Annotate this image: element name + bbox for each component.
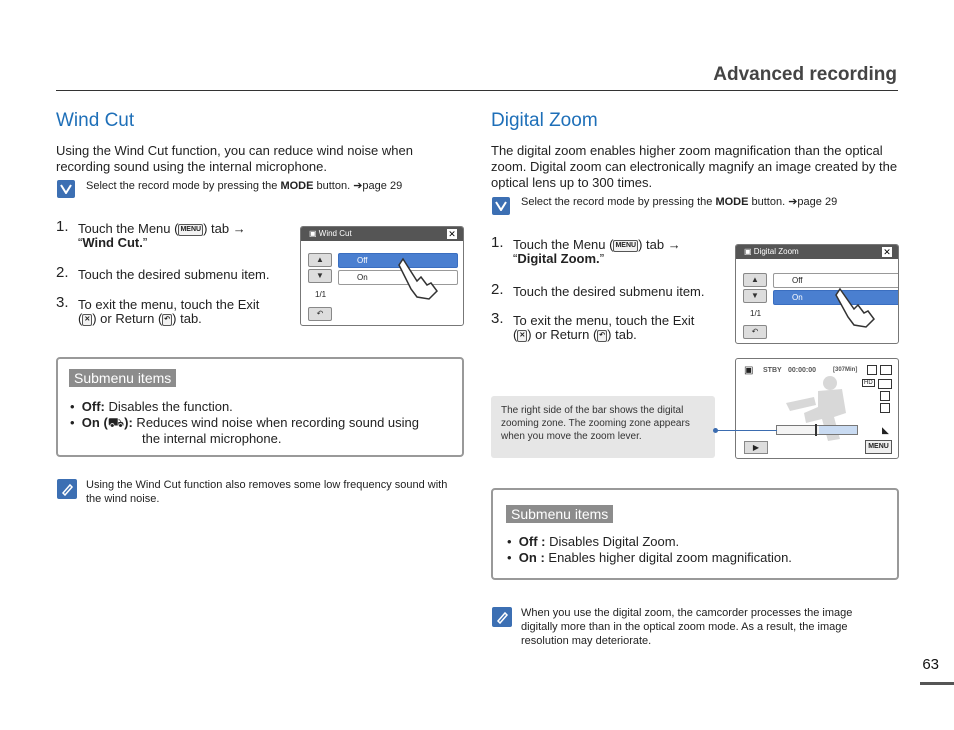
mode-note-bold: MODE — [280, 180, 314, 192]
memo-pencil-icon — [57, 479, 77, 499]
step-text: ) or Return ( — [527, 327, 598, 342]
zoom-position-marker — [815, 424, 817, 436]
resolution-icon — [878, 379, 892, 389]
step-number: 1. — [56, 218, 69, 235]
digital-zoom-step-1 — [491, 234, 726, 268]
camera-mode-icon: ▣ — [744, 365, 754, 376]
close-icon[interactable]: ✕ — [883, 247, 891, 257]
step-text: Touch the Menu ( — [513, 237, 614, 252]
touch-hand-icon — [393, 255, 443, 301]
timecode: 00:00:00 — [788, 367, 817, 374]
step-text: ) tab. — [607, 327, 637, 342]
item-text: the internal microphone. — [142, 431, 282, 446]
stabilizer-icon — [880, 391, 890, 401]
digital-zoom-submenu-box — [491, 488, 899, 580]
step-text: ( — [78, 311, 83, 326]
return-button[interactable]: ↶ — [743, 325, 767, 339]
submenu-tag: Submenu items — [506, 505, 613, 523]
checkmark-note-icon — [492, 197, 510, 215]
page-header-title: Advanced recording — [713, 64, 897, 85]
submenu-item-off: • Off: Disables the function. — [70, 399, 233, 414]
playback-button[interactable]: ▶ — [744, 441, 768, 454]
step-text: ” — [599, 251, 605, 266]
callout-leader-dot — [713, 428, 718, 433]
item-label: Off: — [81, 399, 105, 414]
item-text: Enables higher digital zoom magnification. — [544, 550, 792, 565]
step-menu-name: Wind Cut. — [82, 235, 143, 250]
step-number: 2. — [491, 281, 504, 298]
tele-icon: ◣ — [882, 425, 889, 435]
screen-title-bar — [301, 227, 463, 241]
mode-note-page-ref: button. ➔page 29 — [748, 196, 838, 208]
menu-button-icon: MENU — [613, 240, 638, 252]
camera-icon: ▣ — [744, 247, 754, 256]
wind-cut-menu-screen — [300, 226, 464, 326]
wind-cut-mode-note — [86, 179, 456, 193]
step-text: ” — [142, 235, 148, 250]
screen-title-bar — [736, 245, 898, 259]
zoom-lcd-screen — [735, 358, 899, 459]
callout-leader-line — [715, 430, 777, 431]
exit-x-icon: ✕ — [82, 314, 92, 326]
scroll-down-button[interactable]: ▼ — [308, 269, 332, 283]
step-text: To exit the menu, touch the Exit — [513, 313, 695, 328]
wind-cut-step-1 — [56, 218, 291, 252]
item-label: Off : — [518, 534, 546, 549]
item-text: Disables the function. — [104, 399, 233, 414]
page-indicator: 1/1 — [315, 290, 327, 299]
wind-cut-intro: Using the Wind Cut function, you can reduce wind noise when recording sound using the internal microphone. — [56, 143, 413, 174]
card-icon — [867, 365, 877, 375]
step-number: 3. — [491, 310, 504, 327]
quality-icon: HD — [864, 380, 873, 386]
step-text: “ — [513, 251, 518, 266]
item-text: Reduces wind noise when recording sound using — [132, 415, 419, 430]
step-text: ) tab → — [638, 237, 681, 252]
menu-button-icon: MENU — [178, 224, 203, 236]
face-detect-icon — [880, 403, 890, 413]
step-text: Touch the Menu ( — [78, 221, 179, 236]
digital-zoom-mode-note — [521, 195, 891, 209]
step-number: 1. — [491, 234, 504, 251]
scroll-up-button[interactable]: ▲ — [743, 273, 767, 287]
scroll-up-button[interactable]: ▲ — [308, 253, 332, 267]
menu-button[interactable]: MENU — [865, 440, 892, 454]
page-number-bar — [920, 682, 954, 685]
wind-cut-step-3 — [56, 294, 291, 328]
digital-zoom-menu-screen — [735, 244, 899, 344]
submenu-item-on: • On (⛟): Reduces wind noise when recording sound using the internal microphone. — [70, 415, 419, 446]
item-label: On ( — [81, 415, 108, 430]
digital-zoom-step-3 — [491, 310, 726, 344]
step-text: To exit the menu, touch the Exit — [78, 297, 260, 312]
submenu-item-on: • On : Enables higher digital zoom magnification. — [507, 550, 792, 565]
exit-x-icon: ✕ — [517, 330, 527, 342]
return-button[interactable]: ↶ — [308, 307, 332, 321]
mode-note-text: Select the record mode by pressing the — [86, 180, 281, 192]
wind-cut-submenu-box — [56, 357, 464, 457]
digital-zoom-step-2 — [491, 281, 726, 301]
digital-zoom-memo: When you use the digital zoom, the camcorder processes the image digitally more than in the optical zoom mode. As a result, the image resolution may deteriorate. — [521, 607, 853, 647]
page-number: 63 — [922, 656, 939, 673]
mode-note-page-ref: button. ➔page 29 — [313, 180, 403, 192]
battery-icon — [880, 365, 892, 375]
mode-note-bold: MODE — [715, 196, 749, 208]
submenu-tag: Submenu items — [69, 369, 176, 387]
memo-pencil-icon — [492, 607, 512, 627]
option-label: On — [792, 293, 803, 302]
step-text: ) tab → — [203, 221, 246, 236]
item-label: On : — [518, 550, 545, 565]
step-text: “ — [78, 235, 83, 250]
scroll-down-button[interactable]: ▼ — [743, 289, 767, 303]
step-text: ( — [513, 327, 518, 342]
camera-icon: ▣ — [309, 229, 319, 238]
step-text: Touch the desired submenu item. — [78, 267, 270, 282]
option-label: Off — [792, 276, 803, 285]
zoom-bar[interactable] — [776, 425, 858, 435]
zoom-bar-callout: The right side of the bar shows the digital zooming zone. The zooming zone appears when you move the zoom lever. — [491, 396, 715, 458]
step-text: ) or Return ( — [92, 311, 163, 326]
digital-zoom-intro: The digital zoom enables higher zoom magnification than the optical zoom. Digital zoom can electronically magnify an image created by the optical lens up to 300 times. — [491, 143, 898, 190]
step-number: 3. — [56, 294, 69, 311]
step-text: Touch the desired submenu item. — [513, 284, 705, 299]
checkmark-note-icon — [57, 180, 75, 198]
header-divider — [56, 90, 898, 91]
wind-cut-memo: Using the Wind Cut function also removes some low frequency sound with the wind noise. — [86, 479, 448, 505]
step-text: ) tab. — [172, 311, 202, 326]
digital-zoom-zone — [819, 426, 857, 434]
item-text: Disables Digital Zoom. — [545, 534, 680, 549]
item-label: ): — [124, 415, 133, 430]
option-label: On — [357, 273, 368, 282]
mode-note-text: Select the record mode by pressing the — [521, 196, 716, 208]
wind-cut-title: Wind Cut — [56, 110, 135, 131]
remaining-time: [307Min] — [833, 367, 858, 373]
page-indicator: 1/1 — [750, 309, 762, 318]
digital-zoom-title: Digital Zoom — [491, 110, 598, 131]
return-icon: ↶ — [597, 330, 607, 342]
step-menu-name: Digital Zoom. — [517, 251, 600, 266]
close-icon[interactable]: ✕ — [448, 229, 456, 239]
step-number: 2. — [56, 264, 69, 281]
touch-hand-icon — [834, 285, 880, 329]
screen-title: Wind Cut — [318, 229, 352, 238]
stby-status: STBY — [763, 367, 782, 374]
screen-title: Digital Zoom — [753, 247, 799, 256]
wind-cut-step-2 — [56, 264, 291, 284]
submenu-item-off: • Off : Disables Digital Zoom. — [507, 534, 680, 549]
wind-icon: ⛟ — [107, 415, 125, 430]
return-icon: ↶ — [162, 314, 172, 326]
option-label: Off — [357, 256, 368, 265]
